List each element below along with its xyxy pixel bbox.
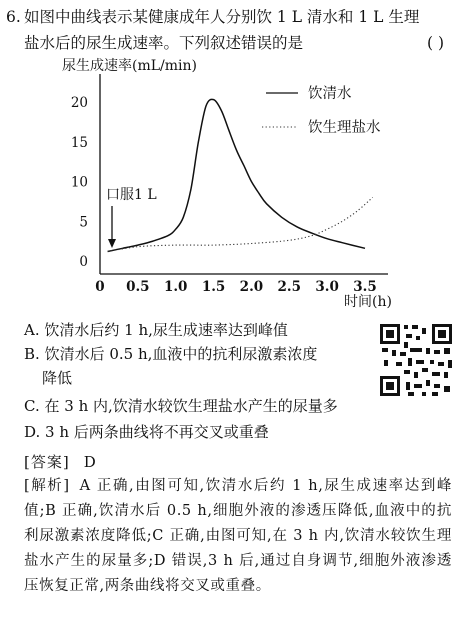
x-tick-label: 1.5 (201, 279, 226, 295)
question-number: 6. (6, 8, 21, 26)
stem-line-2: 盐水后的尿生成速率。下列叙述错误的是 ( ) (6, 30, 454, 56)
y-tick-label: 20 (70, 95, 88, 111)
y-tick-label: 10 (70, 174, 88, 191)
y-tick-label: 0 (79, 254, 88, 270)
x-tick-label: 1.0 (163, 279, 188, 295)
analysis-tag: [解析] (24, 478, 70, 494)
x-tick-label: 0.5 (126, 279, 150, 295)
analysis-text: A 正确,由图可知,饮清水后约 1 h,尿生成速率达到峰值;B 正确,饮清水后 0.5 h,细胞外液的渗透压降低,血液中的抗利尿激素浓度降低;C 正确,由图可知,在 3 h 内,饮清水较饮生理盐水产生的尿量多;D 错误,3 h 后,通过自身调节,细胞外液渗透压恢复正常,两条曲线将交叉或重叠。 (24, 478, 452, 594)
urine-rate-chart (0, 56, 460, 316)
y-axis-label: 尿生成速率(mL/min) (62, 58, 197, 74)
answer-value: D (83, 453, 96, 471)
x-tick-label: 0 (95, 279, 105, 295)
x-tick-label: 2.5 (277, 279, 302, 295)
analysis-block (24, 474, 452, 599)
x-axis-label: 时间(h) (344, 294, 392, 310)
x-tick-label: 3.5 (353, 279, 377, 295)
y-tick-labels (71, 95, 88, 270)
option-d: D. 3 h 后两条曲线将不再交叉或重叠 (24, 423, 269, 441)
answer-line (24, 450, 96, 474)
answer-blank: ( ) (426, 34, 444, 52)
option-c: C. 在 3 h 内,饮清水较饮生理盐水产生的尿量多 (24, 397, 338, 415)
x-tick-labels (95, 279, 376, 295)
x-tick-label: 3.0 (315, 279, 339, 295)
option-b: B. 饮清水后 0.5 h,血液中的抗利尿激素浓度 降低 (24, 345, 318, 387)
y-tick-label: 15 (70, 134, 88, 151)
question-stem (6, 4, 454, 56)
x-tick-label: 2.0 (239, 279, 264, 295)
annotation-oral-1L: 口服1 L (106, 187, 157, 203)
option-a: A. 饮清水后约 1 h,尿生成速率达到峰值 (24, 321, 288, 339)
legend-label-saline: 饮生理盐水 (308, 120, 381, 136)
qr-code-image (378, 322, 454, 398)
y-tick-label: 5 (79, 214, 88, 231)
answer-tag: [答案] (24, 453, 70, 471)
annotation-arrowhead (108, 239, 116, 248)
stem-line-1: 6. 如图中曲线表示某健康成年人分别饮 1 L 清水和 1 L 生理 (6, 4, 454, 30)
legend-label-water: 饮清水 (308, 86, 352, 102)
